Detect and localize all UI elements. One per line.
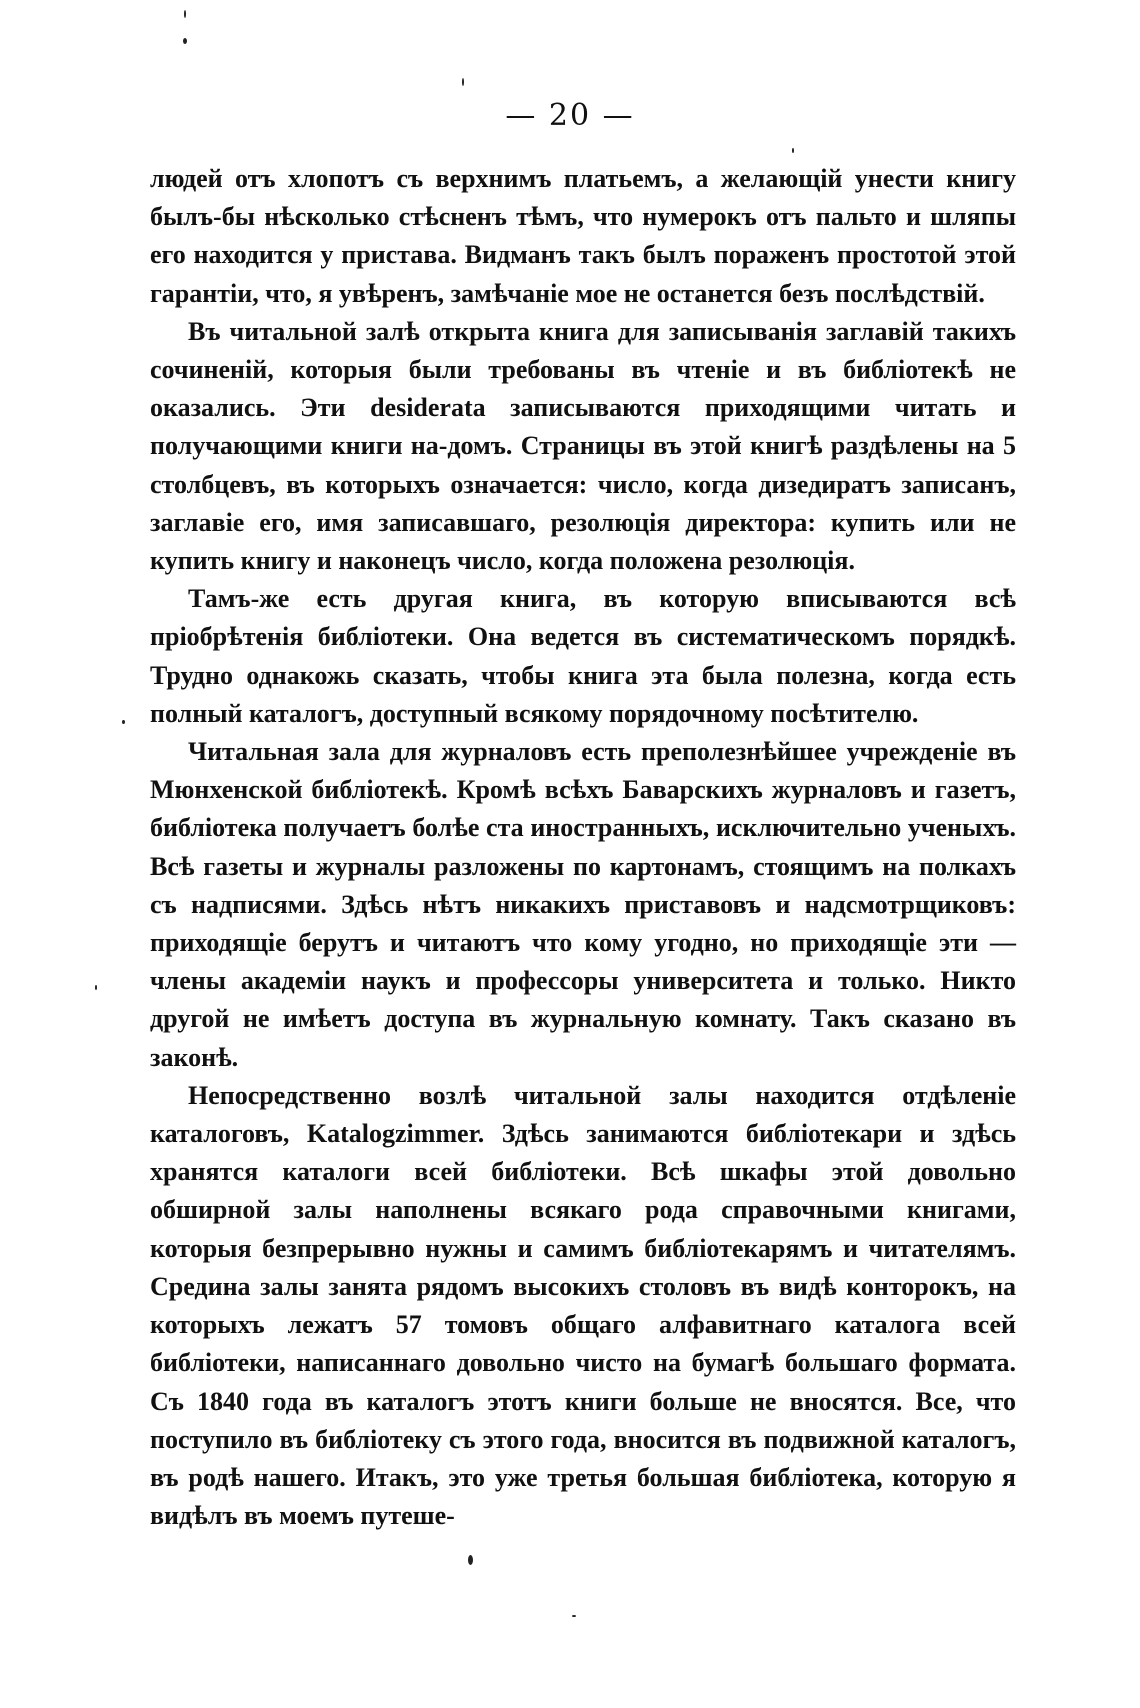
paragraph-journal-reading-room: Читальная зала для журналовъ есть преполезнѣйшее учрежденіе въ Мюнхенской библіотекѣ. Кромѣ всѣхъ Баварскихъ журналовъ и газетъ, библіотека получаетъ болѣе ста иностранныхъ, исключительно ученыхъ. Всѣ газеты и журналы разложены по картонамъ, стоящимъ на полкахъ съ надписями. Здѣсь нѣтъ никакихъ приставовъ и надсмотрщиковъ: приходящіе берутъ и читаютъ что кому угодно, но приходящіе эти — члены академіи наукъ и профессоры университета и только. Никто другой не имѣетъ доступа въ журнальную комнату. Такъ сказано въ законѣ. — [150, 737, 1016, 1072]
speck — [183, 38, 187, 44]
speck — [792, 148, 794, 153]
speck — [572, 1615, 576, 1617]
speck — [462, 78, 464, 86]
speck — [122, 720, 125, 724]
speck — [468, 1555, 473, 1565]
paragraph-acquisitions-book: Тамъ-же есть другая книга, въ которую вписываются всѣ пріобрѣтенія библіотеки. Она ведется въ систематическомъ порядкѣ. Трудно однакожь сказать, чтобы книга эта была полезна, когда есть полный каталогъ, доступный всякому порядочному посѣтителю. — [150, 584, 1016, 728]
paragraph-desiderata-book: Въ читальной залѣ открыта книга для записыванія заглавій такихъ сочиненій, которыя были требованы въ чтеніе и въ библіотекѣ не оказались. Эти desiderata записываются приходящими читать и получающими книги на-домъ. Страницы въ этой книгѣ раздѣлены на 5 столбцевъ, въ которыхъ означается: число, когда дизедиратъ записанъ, заглавіе его, имя записавшаго, резолюція директора: купить или не купить книгу и наконецъ число, когда положена резолюція. — [150, 316, 1016, 576]
speck — [184, 10, 186, 18]
paragraph-catalog-room: Непосредственно возлѣ читальной залы находится отдѣленіе каталоговъ, Katalogzimmer. Здѣсь занимаются библіотекари и здѣсь хранятся каталоги всей библіотеки. Всѣ шкафы этой довольно обширной залы наполнены всякаго рода справочными книгами, которыя безпрерывно нужны и самимъ библіотекарямъ и читателямъ. Средина залы занята рядомъ высокихъ столовъ въ видѣ конторокъ, на которыхъ лежатъ 57 томовъ общаго алфавитнаго каталога всей библіотеки, написаннаго довольно чисто на бумагѣ большаго формата. Съ 1840 года въ каталогъ этотъ книги больше не вносятся. Все, что поступило въ библіотеку съ этого года, вносится въ подвижной каталогъ, въ родѣ нашего. Итакъ, это уже третья большая библіотека, которую я видѣлъ въ моемъ путеше- — [150, 1080, 1016, 1531]
speck — [95, 985, 97, 990]
page-number: — 20 — — [505, 98, 635, 133]
body-text — [150, 160, 1016, 1535]
paragraph-continued: людей отъ хлопотъ съ верхнимъ платьемъ, а желающій унести книгу былъ-бы нѣсколько стѣсненъ тѣмъ, что нумерокъ отъ пальто и шляпы его находится у пристава. Видманъ такъ былъ пораженъ простотой этой гарантіи, что, я увѣренъ, замѣчаніе мое не останется безъ послѣдствій. — [150, 164, 1016, 308]
